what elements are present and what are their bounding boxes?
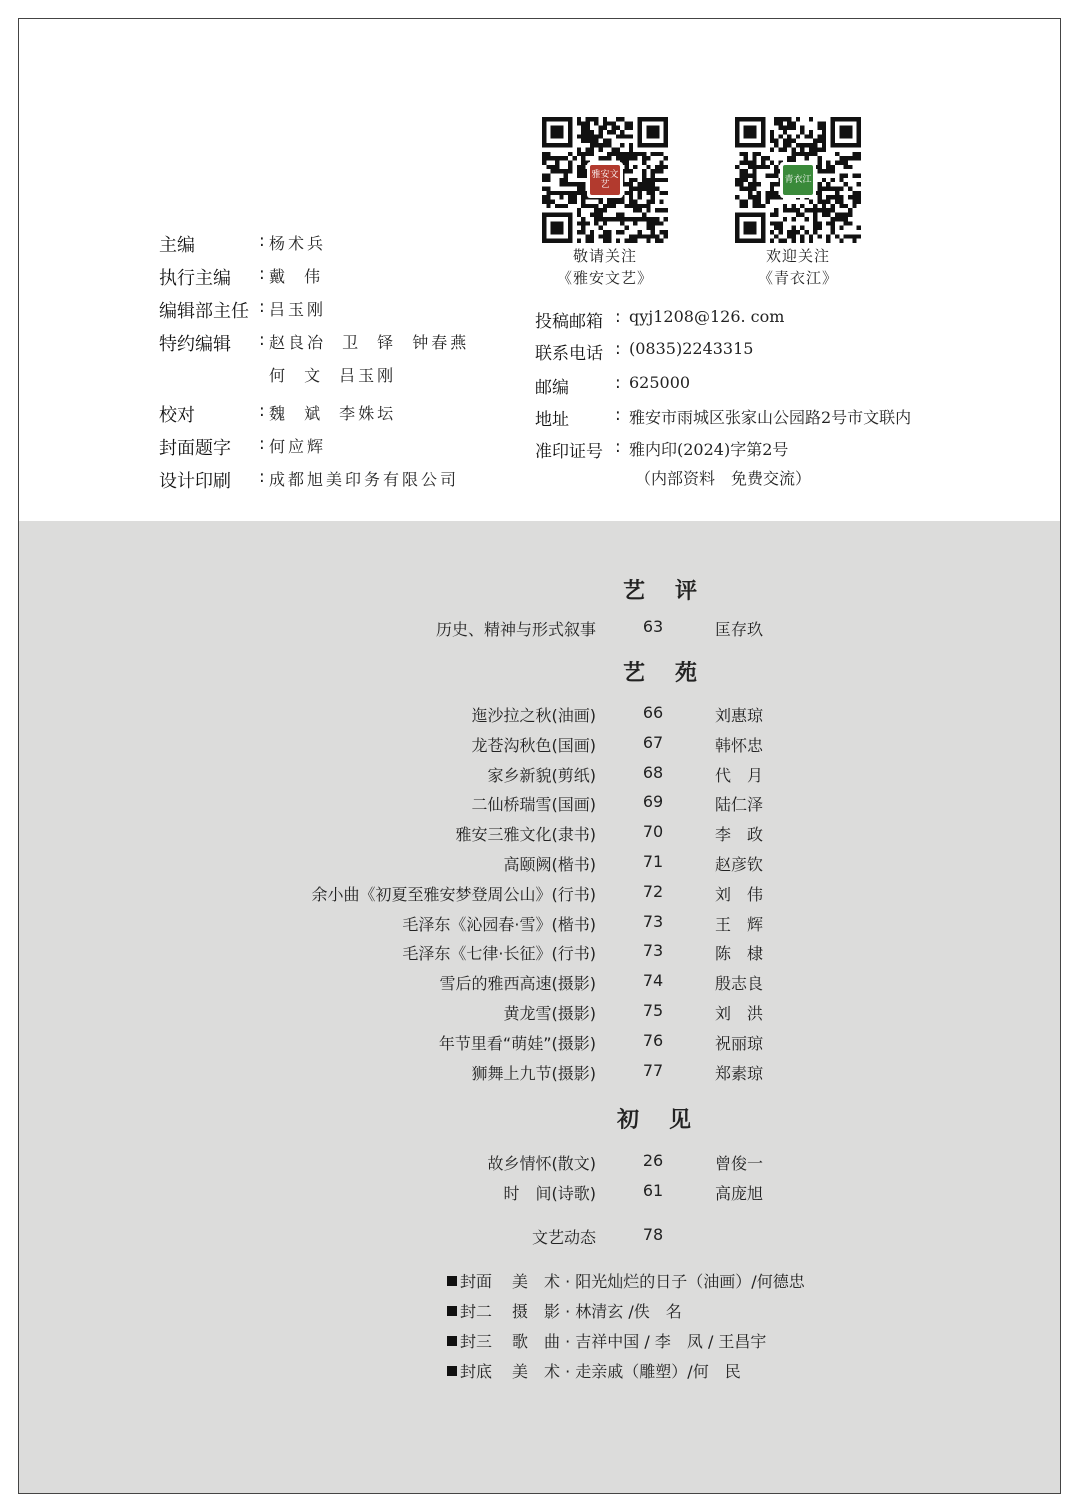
contact-value: 雅安市雨城区张家山公园路2号市文联内 bbox=[629, 408, 912, 427]
contact-label: 邮编 bbox=[535, 378, 569, 398]
cover-position: 封面 bbox=[460, 1272, 493, 1291]
toc-item-page: 73 bbox=[642, 911, 664, 931]
toc-item-title: 毛泽东《七律·长征》(行书) bbox=[402, 944, 596, 964]
staff-label: 编辑部主任 bbox=[159, 301, 249, 322]
logo-icon: 青衣江 bbox=[783, 165, 813, 195]
qr-caption bbox=[718, 245, 878, 289]
cover-credit-row: 封底 美 术 · 走亲戚（雕塑）/何 民 bbox=[447, 1359, 741, 1382]
contact-label: 联系电话 bbox=[535, 344, 603, 364]
cover-credit-row: 封三 歌 曲 · 吉祥中国 / 李 凤 / 王昌宇 bbox=[447, 1329, 766, 1352]
toc-item-title: 高颐阙(楷书) bbox=[503, 855, 596, 874]
toc-item-author: 刘 洪 bbox=[715, 1004, 764, 1023]
toc-item-page: 71 bbox=[642, 852, 664, 871]
toc-item-author: 殷志良 bbox=[715, 974, 764, 994]
toc-item-author: 高庞旭 bbox=[715, 1184, 764, 1203]
qr-badge bbox=[780, 162, 816, 198]
qr-caption-line1: 欢迎关注 bbox=[765, 247, 830, 265]
toc-item-author: 祝丽琼 bbox=[715, 1033, 764, 1053]
table-of-contents bbox=[19, 521, 1060, 1493]
toc-item-author: 陆仁泽 bbox=[715, 795, 764, 815]
qr-badge bbox=[587, 162, 623, 198]
toc-item-page: 69 bbox=[642, 792, 664, 812]
toc-item-author: 刘 伟 bbox=[715, 884, 764, 904]
toc-item-author: 李 政 bbox=[715, 825, 764, 845]
qr-code-qingyijiang[interactable] bbox=[735, 117, 861, 243]
colon: : bbox=[259, 231, 265, 251]
toc-item-page: 75 bbox=[642, 1001, 664, 1020]
cover-text: 吉祥中国 / 李 凤 / 王昌宇 bbox=[575, 1332, 767, 1351]
contact-label: 投稿邮箱 bbox=[535, 312, 603, 332]
cover-category: 美 术 bbox=[512, 1272, 561, 1291]
colon: : bbox=[615, 373, 621, 393]
contact-label: 准印证号 bbox=[535, 442, 603, 462]
cover-category: 摄 影 bbox=[512, 1302, 561, 1321]
contact-value: qyj1208@126. com bbox=[629, 307, 785, 326]
toc-item-title: 雅安三雅文化(隶书) bbox=[455, 825, 596, 845]
cover-category: 美 术 bbox=[512, 1362, 561, 1381]
toc-item-page: 66 bbox=[642, 703, 664, 722]
toc-item-author: 匡存玖 bbox=[715, 620, 764, 639]
toc-item-page: 76 bbox=[642, 1030, 664, 1050]
colon: : bbox=[615, 339, 621, 359]
toc-item-page: 73 bbox=[642, 941, 664, 961]
toc-item-author: 曾俊一 bbox=[715, 1154, 764, 1173]
qr-code-yaan-wenyi[interactable] bbox=[542, 117, 668, 243]
qr-caption bbox=[525, 245, 685, 289]
qr-caption-line2: 《青衣江》 bbox=[757, 269, 838, 287]
toc-item-title: 家乡新貌(剪纸) bbox=[487, 765, 596, 785]
toc-item-title: 龙苍沟秋色(国画) bbox=[471, 735, 596, 755]
toc-item-title: 年节里看“萌娃”(摄影) bbox=[438, 1033, 596, 1053]
square-bullet-icon bbox=[447, 1306, 457, 1316]
cover-position: 封三 bbox=[460, 1332, 493, 1351]
cover-text: 阳光灿烂的日子（油画）/何德忠 bbox=[575, 1272, 805, 1291]
toc-item-title: 黄龙雪(摄影) bbox=[503, 1004, 596, 1023]
colon: : bbox=[259, 330, 265, 350]
staff-value: 吕玉刚 bbox=[269, 300, 327, 319]
staff-value: 何 文 吕玉刚 bbox=[269, 366, 397, 385]
colon: : bbox=[259, 467, 265, 487]
toc-item-page: 68 bbox=[642, 762, 664, 782]
qr-caption-line2: 《雅安文艺》 bbox=[556, 269, 653, 287]
toc-item-title: 余小曲《初夏至雅安梦登周公山》(行书) bbox=[311, 884, 596, 904]
toc-item-title: 历史、精神与形式叙事 bbox=[435, 620, 596, 639]
staff-label: 执行主编 bbox=[159, 268, 231, 289]
staff-value: 戴 伟 bbox=[269, 267, 324, 286]
toc-item-author: 赵彦钦 bbox=[715, 855, 764, 874]
toc-item-page: 63 bbox=[642, 617, 664, 636]
toc-item-page: 74 bbox=[642, 971, 664, 991]
qr-caption-line1: 敬请关注 bbox=[572, 247, 637, 265]
section-title: 初见 bbox=[616, 1107, 721, 1133]
cover-credit-row: 封面 美 术 · 阳光灿烂的日子（油画）/何德忠 bbox=[447, 1269, 805, 1292]
page-frame bbox=[18, 18, 1061, 1494]
news-page: 78 bbox=[642, 1225, 664, 1244]
contact-value: 雅内印(2024)字第2号 bbox=[629, 440, 789, 459]
cover-text: 林清玄 /佚 名 bbox=[575, 1302, 682, 1321]
cover-position: 封底 bbox=[460, 1362, 493, 1381]
toc-item-author: 陈 棣 bbox=[715, 944, 764, 964]
cover-text: 走亲戚（雕塑）/何 民 bbox=[575, 1362, 741, 1381]
masthead-section bbox=[19, 19, 1060, 521]
square-bullet-icon bbox=[447, 1366, 457, 1376]
staff-label: 设计印刷 bbox=[159, 471, 231, 492]
square-bullet-icon bbox=[447, 1276, 457, 1286]
cover-credit-row: 封二 摄 影 · 林清玄 /佚 名 bbox=[447, 1299, 682, 1322]
toc-item-page: 70 bbox=[642, 822, 664, 842]
toc-item-page: 67 bbox=[642, 732, 664, 752]
cover-position: 封二 bbox=[460, 1302, 493, 1321]
toc-item-page: 61 bbox=[642, 1181, 664, 1200]
toc-item-title: 狮舞上九节(摄影) bbox=[471, 1063, 596, 1083]
toc-item-page: 72 bbox=[642, 881, 664, 901]
colon: : bbox=[615, 437, 621, 457]
toc-item-author: 代 月 bbox=[715, 765, 764, 785]
logo-icon: 雅安文艺 bbox=[590, 165, 620, 195]
staff-value: 赵良冶 卫 铎 钟春燕 bbox=[269, 333, 470, 352]
staff-label: 校对 bbox=[159, 405, 195, 426]
toc-item-page: 77 bbox=[642, 1060, 664, 1080]
colon: : bbox=[615, 405, 621, 425]
staff-value: 杨术兵 bbox=[269, 234, 327, 253]
section-title: 艺评 bbox=[622, 578, 727, 604]
toc-item-author: 郑素琼 bbox=[715, 1063, 764, 1083]
toc-item-author: 韩怀忠 bbox=[715, 735, 764, 755]
colon: : bbox=[259, 264, 265, 284]
toc-item-title: 时 间(诗歌) bbox=[503, 1184, 596, 1203]
toc-item-author: 刘惠琼 bbox=[715, 706, 764, 725]
colon: : bbox=[615, 307, 621, 327]
toc-item-title: 故乡情怀(散文) bbox=[487, 1154, 596, 1173]
news-title: 文艺动态 bbox=[531, 1228, 596, 1247]
toc-item-title: 二仙桥瑞雪(国画) bbox=[471, 795, 596, 815]
staff-value: 魏 斌 李姝坛 bbox=[269, 404, 397, 423]
colon: : bbox=[259, 401, 265, 421]
internal-note: （内部资料 免费交流） bbox=[635, 469, 812, 488]
toc-item-page: 26 bbox=[642, 1151, 664, 1170]
staff-label: 特约编辑 bbox=[159, 334, 231, 355]
staff-value: 何应辉 bbox=[269, 437, 327, 456]
staff-value: 成都旭美印务有限公司 bbox=[269, 470, 460, 489]
section-title: 艺苑 bbox=[622, 660, 727, 686]
contact-label: 地址 bbox=[535, 410, 569, 430]
staff-label: 封面题字 bbox=[159, 438, 231, 459]
colon: : bbox=[259, 297, 265, 317]
contact-value: (0835)2243315 bbox=[629, 339, 754, 358]
toc-item-author: 王 辉 bbox=[715, 914, 764, 934]
staff-label: 主编 bbox=[159, 235, 195, 256]
cover-category: 歌 曲 bbox=[512, 1332, 561, 1351]
colon: : bbox=[259, 434, 265, 454]
square-bullet-icon bbox=[447, 1336, 457, 1346]
contact-value: 625000 bbox=[629, 373, 691, 392]
toc-item-title: 迤沙拉之秋(油画) bbox=[471, 706, 596, 725]
toc-item-title: 毛泽东《沁园春·雪》(楷书) bbox=[402, 914, 596, 934]
toc-item-title: 雪后的雅西高速(摄影) bbox=[439, 974, 596, 994]
